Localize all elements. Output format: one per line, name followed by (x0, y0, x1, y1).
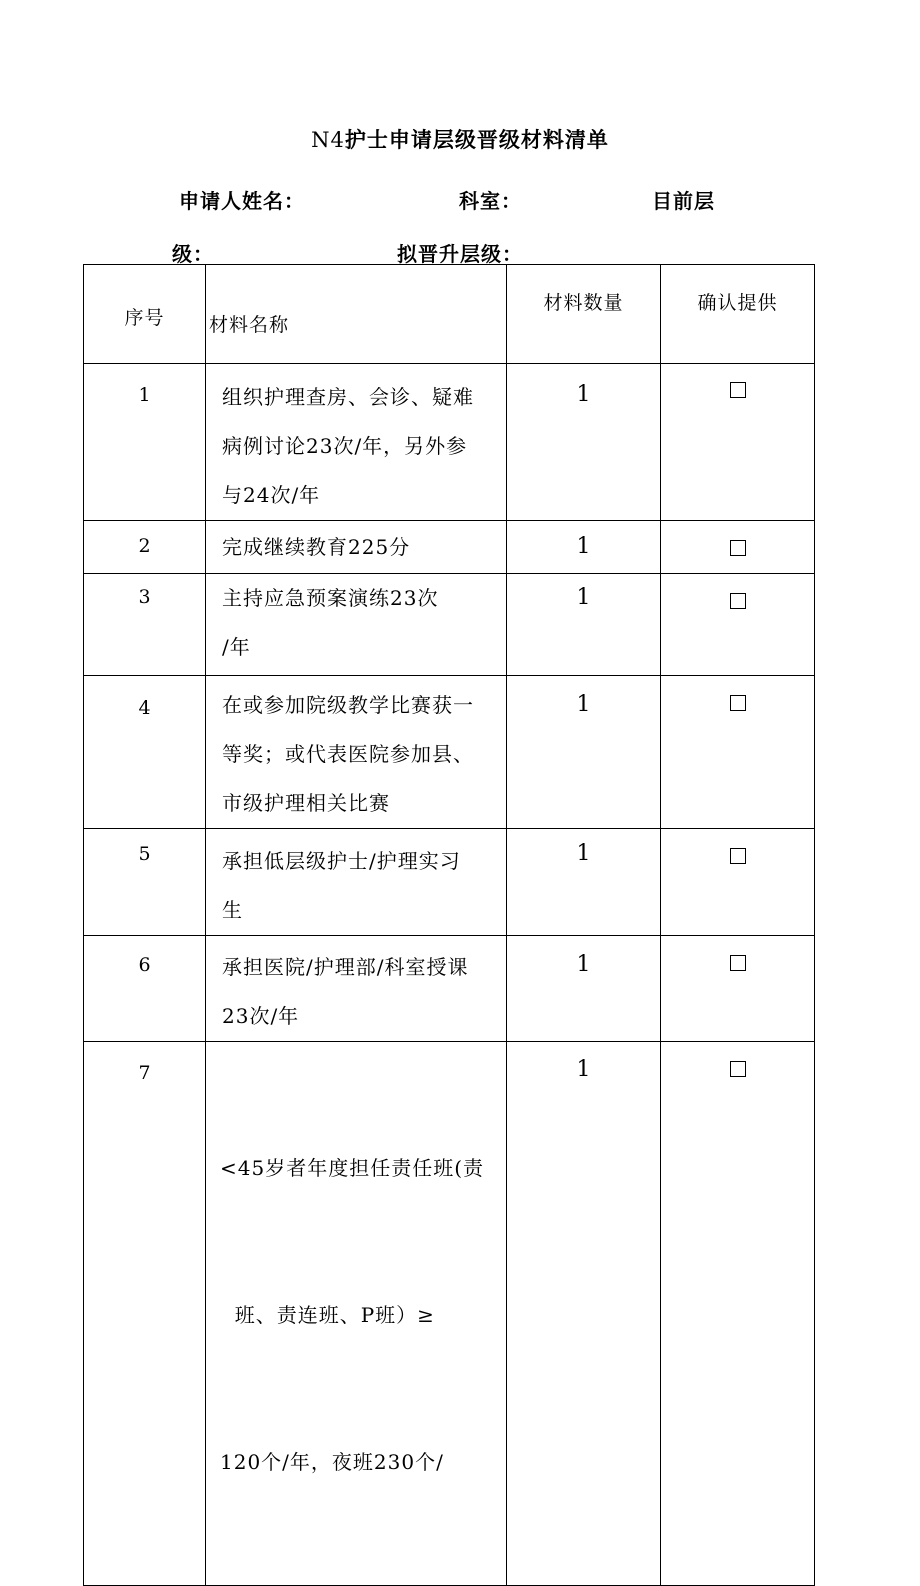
applicant-name-label: 申请人姓名： (179, 189, 305, 213)
row-confirm (661, 521, 815, 574)
name-line: 病例讨论23次/年，另外参 (222, 434, 468, 458)
department-label: 科室： (459, 189, 522, 213)
row-qty: 1 (507, 574, 661, 676)
row-no: 1 (84, 364, 206, 521)
name-line: 承担低层级护士/护理实习 (222, 849, 461, 873)
name-line: 23次/年 (222, 1004, 300, 1028)
header-qty: 材料数量 (507, 265, 661, 364)
table-row (84, 521, 815, 574)
materials-table (83, 264, 815, 1586)
table-row (84, 936, 815, 1042)
current-level-label: 目前层 (652, 189, 715, 213)
table-row (84, 574, 815, 676)
name-line: 生 (222, 898, 243, 922)
row-qty: 1 (507, 676, 661, 829)
confirm-checkbox[interactable] (730, 848, 746, 864)
row-name (206, 521, 507, 574)
row-qty: 1 (507, 936, 661, 1042)
row-confirm (661, 676, 815, 829)
page-title (0, 124, 920, 154)
row-qty: 1 (507, 829, 661, 936)
row-confirm (661, 1042, 815, 1586)
row-qty: 1 (507, 364, 661, 521)
row-name (206, 936, 507, 1042)
header-no: 序号 (84, 265, 206, 364)
row-confirm (661, 829, 815, 936)
row-no: 4 (84, 676, 206, 829)
target-level-label: 拟晋升层级： (397, 242, 523, 266)
row-confirm (661, 574, 815, 676)
name-line: /年 (222, 635, 251, 659)
current-level-label-cont: 级： (172, 242, 214, 266)
row-name (206, 364, 507, 521)
table-row (84, 829, 815, 936)
confirm-checkbox[interactable] (730, 382, 746, 398)
row-no: 5 (84, 829, 206, 936)
name-line: 在或参加院级教学比赛获一 (222, 693, 474, 717)
row-qty: 1 (507, 521, 661, 574)
row-name (206, 574, 507, 676)
row-name (206, 676, 507, 829)
header-confirm: 确认提供 (661, 265, 815, 364)
confirm-checkbox[interactable] (730, 695, 746, 711)
name-line: 120个/年，夜班230个/ (220, 1450, 444, 1474)
name-line: 承担医院/护理部/科室授课 (222, 955, 469, 979)
row-no: 7 (84, 1042, 206, 1586)
row-qty: 1 (507, 1042, 661, 1586)
confirm-checkbox[interactable] (730, 955, 746, 971)
confirm-checkbox[interactable] (730, 593, 746, 609)
row-no: 6 (84, 936, 206, 1042)
name-line: 与24次/年 (222, 483, 321, 507)
confirm-checkbox[interactable] (730, 1061, 746, 1077)
header-name: 材料名称 (206, 265, 507, 364)
confirm-checkbox[interactable] (730, 540, 746, 556)
title-text: 护士申请层级晋级材料清单 (344, 128, 609, 152)
table-row (84, 1042, 815, 1586)
row-no: 3 (84, 574, 206, 676)
table-row (84, 676, 815, 829)
name-line: <45岁者年度担任责任班(责 (220, 1156, 485, 1180)
name-line: 市级护理相关比赛 (222, 791, 390, 815)
table-row (84, 364, 815, 521)
name-line: 班、责连班、P班）≥ (220, 1303, 435, 1327)
table-header-row (84, 265, 815, 364)
row-name (206, 1042, 507, 1586)
title-prefix: N4 (311, 128, 345, 152)
row-confirm (661, 936, 815, 1042)
row-no: 2 (84, 521, 206, 574)
row-confirm (661, 364, 815, 521)
name-line: 主持应急预案演练23次 (222, 586, 439, 610)
name-line: 组织护理查房、会诊、疑难 (222, 385, 474, 409)
name-line: 完成继续教育225分 (222, 535, 411, 559)
row-name (206, 829, 507, 936)
name-line: 等奖；或代表医院参加县、 (222, 742, 474, 766)
